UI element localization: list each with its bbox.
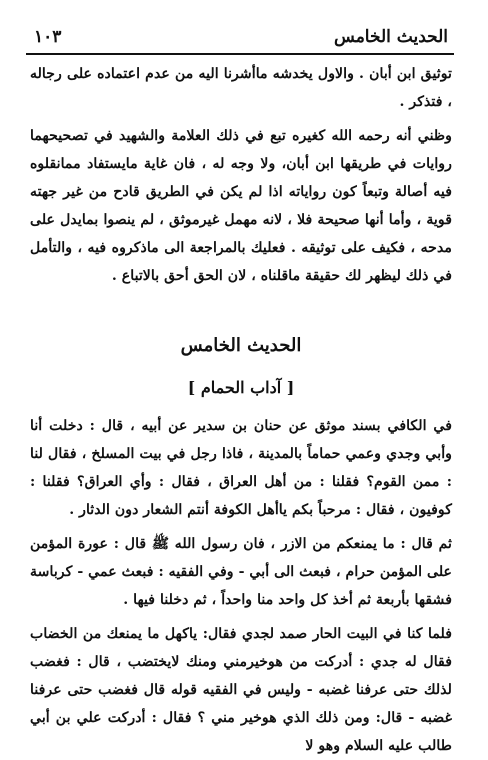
section-heading: الحديث الخامس — [180, 335, 302, 356]
top-text-block — [30, 60, 452, 290]
subsection-heading: [ آداب الحمام ] — [187, 378, 295, 397]
paragraph: فلما كنا في البيت الحار صمد لجدي فقال: ياكهل ما يمنعك من الخضاب فقال له جدي : أدركت من هوخيرمني ومنك لايختضب ، قال : فغضب لذلك حتى عرفنا غضبه - وليس في الفقيه قوله قال فغضب حتى عرفنا غضبه - قال: ومن ذلك الذي هوخير مني ؟ فقال : أدركت علي بن أبي طالب عليه السلام وهو لا — [30, 626, 452, 754]
paragraph: ثم قال : ما يمنعكم من الازر ، فان رسول الله ﷺ قال : عورة المؤمن على المؤمن حرام ، فبعث الى أبي - وفي الفقيه : فبعث عمي - كرباسة فشقها بأربعة ثم أخذ كل واحد منا واحداً ، ثم دخلنا فيها . — [30, 536, 452, 608]
paragraph: في الكافي بسند موثق عن حنان بن سدير عن أبيه ، قال : دخلت أنا وأبي وجدي وعمي حماماً بالمدينة ، فاذا رجل في بيت المسلخ ، فقال لنا : ممن القوم؟ فقلنا : من أهل العراق ، فقال : وأي العراق؟ فقلنا : كوفيون ، فقال : مرحباً بكم ياأهل الكوفة أنتم الشعار دون الدثار . — [30, 418, 452, 518]
paragraph: وظني أنه رحمه الله كغيره تبع في ذلك العلامة والشهيد في تصحيحهما روايات في طريقها ابن أبان، ولا وجه له ، فان غاية مايستفاد ممانقلوه فيه أصالة وتبعاً كون رواياته اذا لم يكن في الطريق قادح من غير جهته قوية ، وأما أنها صحيحة فلا ، لانه مهمل غيرموثق ، لم ينصوا بمايدل على مدحه ، فكيف على توثيقه . فعليك بالمراجعة الى ماذكروه فيه ، والتأمل في ذلك ليظهر لك حقيقة ماقلناه ، لان الحق أحق بالاتباع . — [30, 128, 452, 284]
header-divider — [26, 53, 454, 55]
bottom-text-block — [30, 412, 452, 760]
running-title: الحديث الخامس — [334, 27, 448, 47]
page-header — [34, 22, 448, 52]
page-number: ١٠٣ — [34, 27, 62, 47]
paragraph: توثيق ابن أبان . والاول يخدشه ماأشرنا اليه من عدم اعتماده على رجاله ، فتذكر . — [30, 66, 452, 110]
